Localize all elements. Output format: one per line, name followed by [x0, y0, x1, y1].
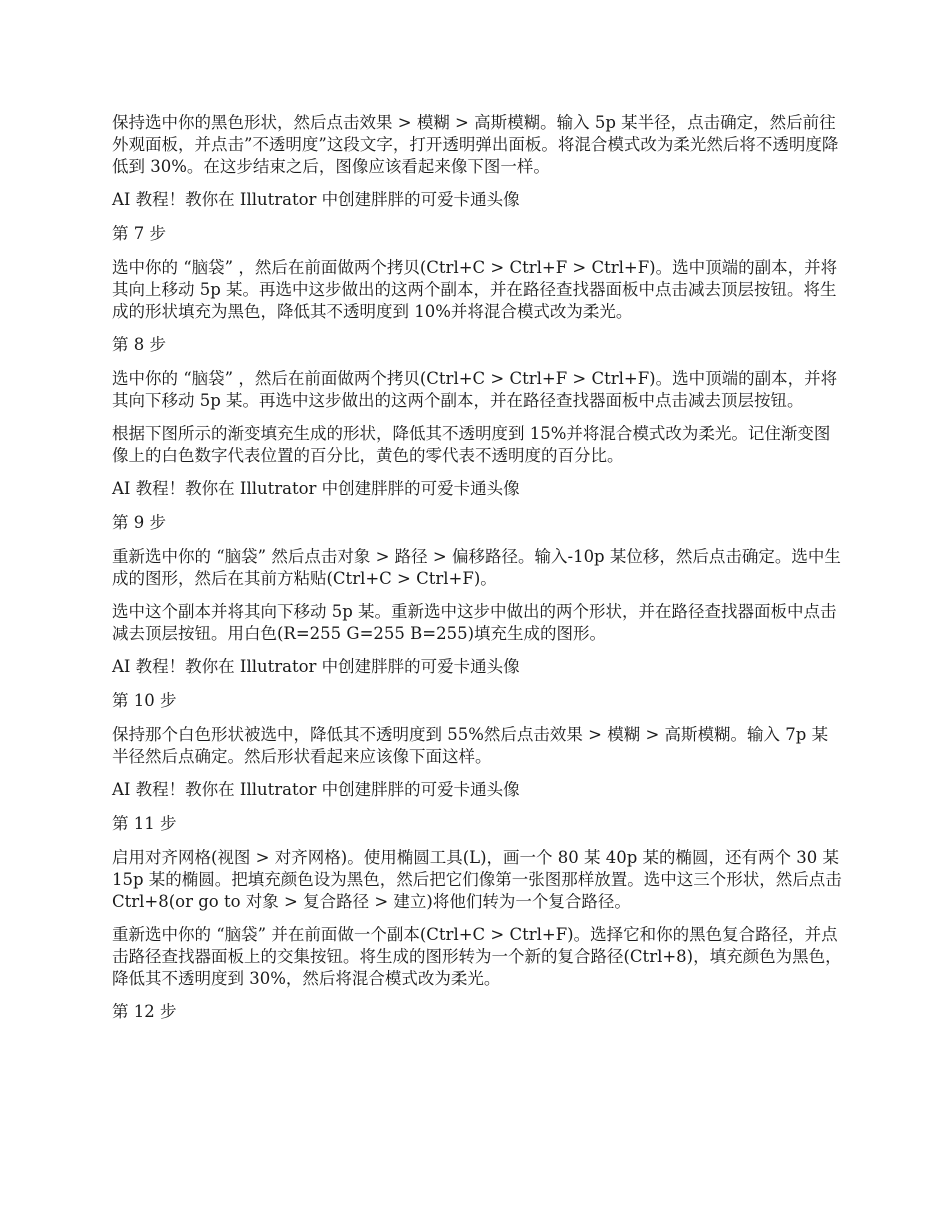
step-heading-10: 第 10 步: [112, 691, 177, 710]
paragraph-step6-blur: 保持选中你的黑色形状，然后点击效果 > 模糊 > 高斯模糊。输入 5p 某半径，点击确定，然后前往外观面板，并点击”不透明度”这段文字，打开透明弹出面板。将混合模式改为柔光然后将不透明度降低到 30%。在这步结束之后，图像应该看起来像下图一样。: [112, 113, 839, 176]
image-caption: AI 教程！教你在 Illutrator 中创建胖胖的可爱卡通头像: [112, 190, 520, 209]
paragraph-step11-a: 启用对齐网格(视图 > 对齐网格)。使用椭圆工具(L)，画一个 80 某 40p 某的椭圆，还有两个 30 某 15p 某的椭圆。把填充颜色设为黑色，然后把它们像第一张图那样放置。选中这三个形状，然后点击 Ctrl+8(or go to 对象 > 复合路径 > 建立)将他们转为一个复合路径。: [112, 848, 842, 911]
paragraph-step11-b: 重新选中你的 “脑袋” 并在前面做一个副本(Ctrl+C > Ctrl+F)。选择它和你的黑色复合路径，并点击路径查找器面板上的交集按钮。将生成的图形转为一个新的复合路径(Ctrl+8)，填充颜色为黑色，降低其不透明度到 30%，然后将混合模式改为柔光。: [112, 925, 842, 988]
paragraph-step9-b: 选中这个副本并将其向下移动 5p 某。重新选中这步中做出的两个形状，并在路径查找器面板中点击减去顶层按钮。用白色(R=255 G=255 B=255)填充生成的图形。: [112, 602, 837, 643]
step-heading-9: 第 9 步: [112, 513, 166, 532]
paragraph-step9-a: 重新选中你的 “脑袋” 然后点击对象 > 路径 > 偏移路径。输入-10p 某位移，然后点击确定。选中生成的图形，然后在其前方粘贴(Ctrl+C > Ctrl+F)。: [112, 547, 841, 588]
paragraph-step8-b: 根据下图所示的渐变填充生成的形状，降低其不透明度到 15%并将混合模式改为柔光。记住渐变图像上的白色数字代表位置的百分比，黄色的零代表不透明度的百分比。: [112, 424, 831, 465]
image-caption: AI 教程！教你在 Illutrator 中创建胖胖的可爱卡通头像: [112, 479, 520, 498]
step-heading-12: 第 12 步: [112, 1002, 177, 1021]
paragraph-step10: 保持那个白色形状被选中，降低其不透明度到 55%然后点击效果 > 模糊 > 高斯模糊。输入 7p 某半径然后点确定。然后形状看起来应该像下面这样。: [112, 725, 829, 766]
image-caption: AI 教程！教你在 Illutrator 中创建胖胖的可爱卡通头像: [112, 780, 520, 799]
document-body: [112, 112, 842, 1035]
step-heading-7: 第 7 步: [112, 224, 166, 243]
paragraph-step8-a: 选中你的 “脑袋” ，然后在前面做两个拷贝(Ctrl+C > Ctrl+F > Ctrl+F)。选中顶端的副本，并将其向下移动 5p 某。再选中这步做出的这两个副本，并在路径查找器面板中点击减去顶层按钮。: [112, 369, 838, 410]
step-heading-8: 第 8 步: [112, 335, 166, 354]
image-caption: AI 教程！教你在 Illutrator 中创建胖胖的可爱卡通头像: [112, 657, 520, 676]
step-heading-11: 第 11 步: [112, 814, 177, 833]
paragraph-step7: 选中你的 “脑袋” ，然后在前面做两个拷贝(Ctrl+C > Ctrl+F > Ctrl+F)。选中顶端的副本，并将其向上移动 5p 某。再选中这步做出的这两个副本，并在路径查找器面板中点击减去顶层按钮。将生成的形状填充为黑色，降低其不透明度到 10%并将混合模式改为柔光。: [112, 258, 838, 321]
